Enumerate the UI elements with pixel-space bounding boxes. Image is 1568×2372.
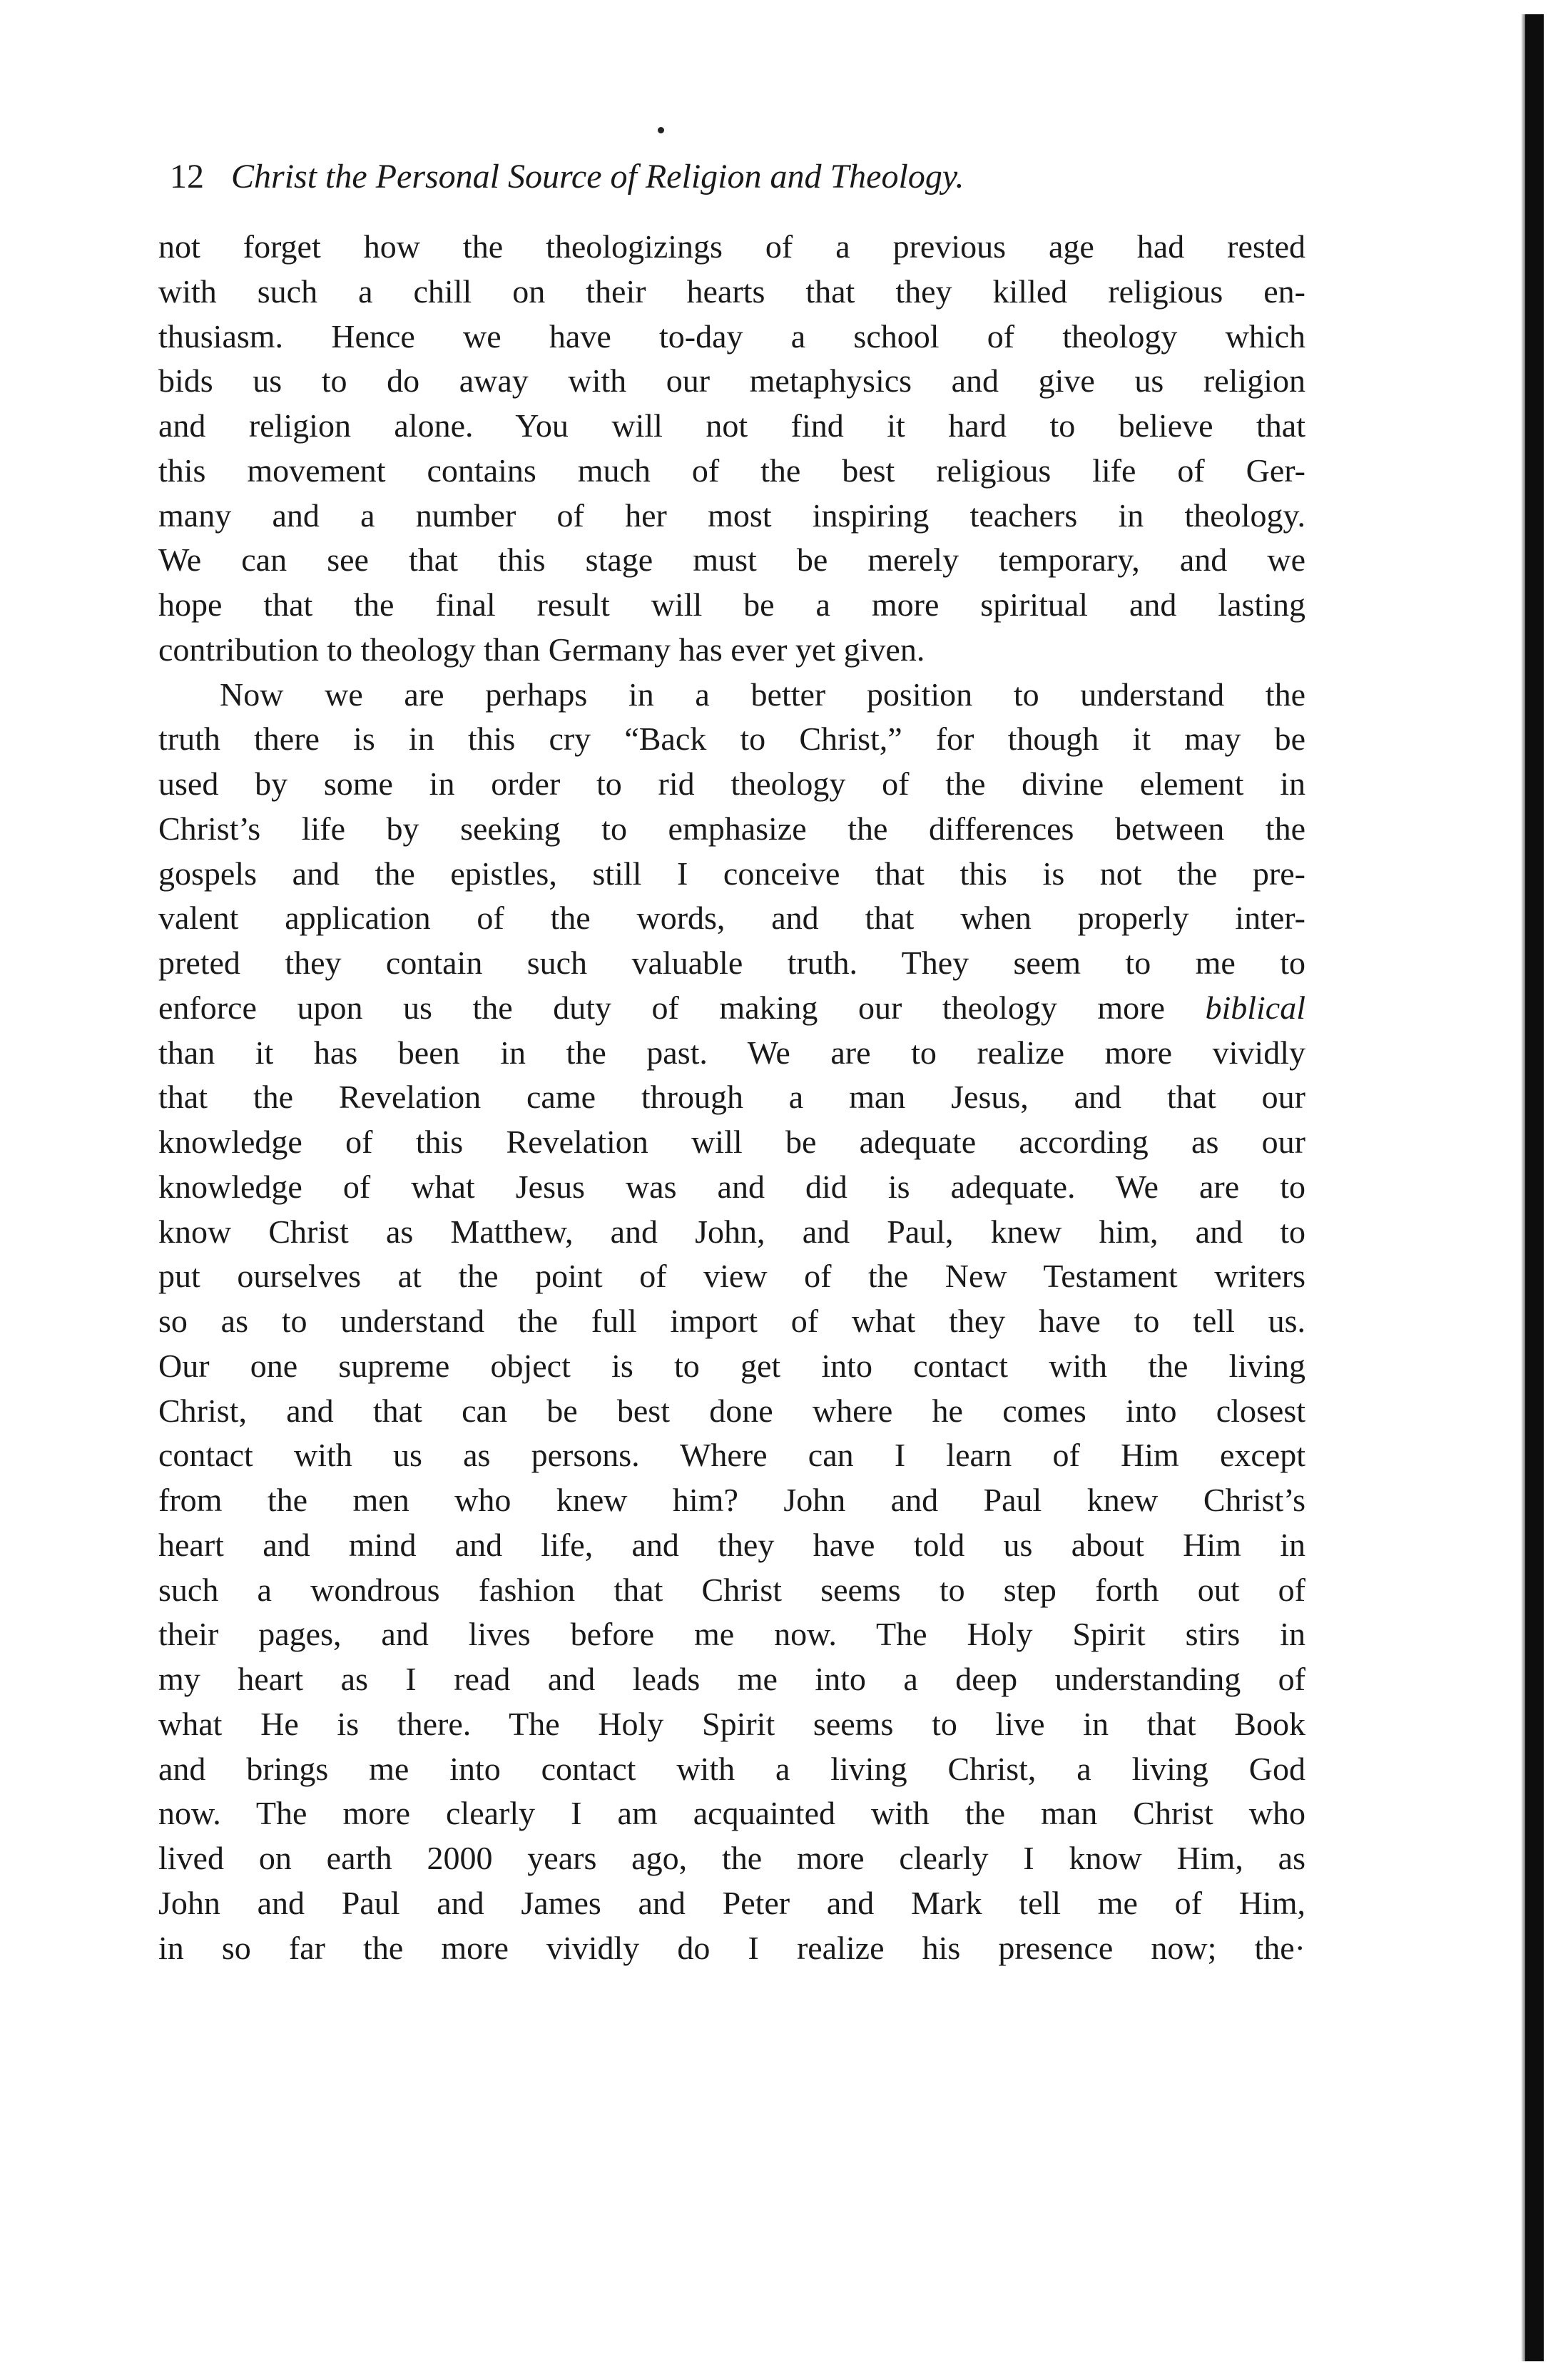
text-line: Christ, and that can be best done where he comes into closest [158,1392,1305,1429]
text-segment: enforce upon us the duty of making our theology more [158,989,1165,1026]
text-line: with such a chill on their hearts that they killed religious en- [158,273,1305,310]
text-line: so as to understand the full import of what they have to tell us. [158,1303,1305,1339]
text-line: Christ’s life by seeking to emphasize the differences between the [158,810,1305,847]
printer-mark [658,127,664,133]
text-line: their pages, and lives before me now. The Holy Spirit stirs in [158,1616,1305,1653]
text-line: my heart as I read and leads me into a deep understanding of [158,1661,1305,1697]
text-line: what He is there. The Holy Spirit seems to live in that Book [158,1705,1305,1742]
text-line: from the men who knew him? John and Paul knew Christ’s [158,1482,1305,1518]
text-line: this movement contains much of the best religious life of Ger- [158,452,1305,489]
text-line: now. The more clearly I am acquainted with the man Christ who [158,1795,1305,1832]
text-line: and religion alone. You will not find it hard to believe that [158,407,1305,444]
text-line: gospels and the epistles, still I conceive that this is not the pre- [158,855,1305,892]
running-head [170,148,1311,205]
text-line: preted they contain such valuable truth. They seem to me to [158,945,1305,981]
paragraph-start-line: Now we are perhaps in a better position to understand the [220,676,1305,713]
text-line: put ourselves at the point of view of the New Testament writers [158,1258,1305,1295]
text-line: and brings me into contact with a living Christ, a living God [158,1750,1305,1787]
binding-edge-shadow [1525,14,1544,2361]
text-line: bids us to do away with our metaphysics and give us religion [158,362,1305,399]
text-line: not forget how the theologizings of a previous age had rested [158,228,1305,265]
text-line: such a wondrous fashion that Christ seems to step forth out of [158,1571,1305,1608]
running-title: Christ the Personal Source of Religion and Theology. [231,158,964,195]
text-line: valent application of the words, and that when properly inter- [158,900,1305,937]
text-line: Our one supreme object is to get into contact with the living [158,1347,1305,1384]
body-text [158,225,1305,1970]
text-line: many and a number of her most inspiring teachers in theology. [158,497,1305,534]
text-line: in so far the more vividly do I realize his presence now; the· [158,1929,1305,1966]
text-line: lived on earth 2000 years ago, the more clearly I know Him, as [158,1840,1305,1876]
text-line: heart and mind and life, and they have told us about Him in [158,1526,1305,1563]
text-line: thusiasm. Hence we have to-day a school of theology which [158,317,1305,355]
text-line: used by some in order to rid theology of the divine element in [158,765,1305,802]
text-line: knowledge of this Revelation will be adequate according as our [158,1124,1305,1160]
text-line: John and Paul and James and Peter and Mark tell me of Him, [158,1884,1305,1921]
emphasized-word: biblical [1205,989,1306,1026]
text-line: know Christ as Matthew, and John, and Paul, knew him, and to [158,1213,1305,1250]
text-line: contact with us as persons. Where can I learn of Him except [158,1437,1305,1474]
text-line: than it has been in the past. We are to realize more vividly [158,1034,1305,1071]
text-line-with-emphasis [158,986,1305,1031]
text-line: knowledge of what Jesus was and did is adequate. We are to [158,1168,1305,1205]
text-line: truth there is in this cry “Back to Christ,” for though it may be [158,721,1305,758]
page-number: 12 [170,158,204,195]
text-line: We can see that this stage must be merely temporary, and we [158,541,1305,579]
text-line: hope that the final result will be a more spiritual and lasting [158,586,1305,623]
text-line: that the Revelation came through a man Jesus, and that our [158,1079,1305,1116]
paragraph-end-line: contribution to theology than Germany has ever yet given. [158,631,925,668]
